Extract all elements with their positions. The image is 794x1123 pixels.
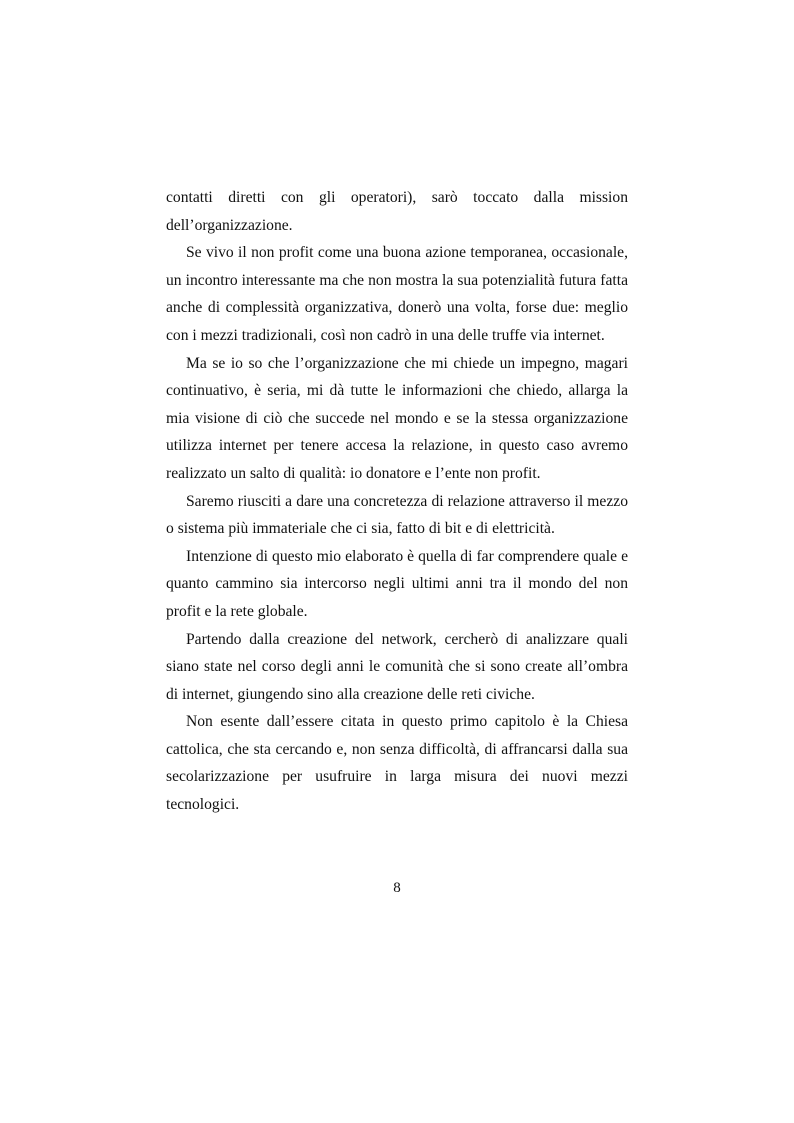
paragraph: Saremo riusciti a dare una concretezza di relazione attraverso il mezzo o sistema più immateriale che ci sia, fatto di bit e di elettricità. (166, 492, 628, 538)
paragraph: Partendo dalla creazione del network, cercherò di analizzare quali siano state nel corso degli anni le comunità che si sono create all’ombra di internet, giungendo sino alla creazione delle reti civiche. (166, 630, 628, 703)
page-number: 8 (393, 880, 401, 896)
paragraph: Intenzione di questo mio elaborato è quella di far comprendere quale e quanto cammino sia intercorso negli ultimi anni tra il mondo del non profit e la rete globale. (166, 547, 628, 620)
paragraph: Ma se io so che l’organizzazione che mi chiede un impegno, magari continuativo, è seria, mi dà tutte le informazioni che chiedo, allarga la mia visione di ciò che succede nel mondo e se la stessa organizzazione utilizza internet per tenere accesa la relazione, in questo caso avremo realizzato un salto di qualità: io donatore e l’ente non profit. (166, 354, 628, 482)
paragraph: Se vivo il non profit come una buona azione temporanea, occasionale, un incontro interessante ma che non mostra la sua potenzialità futura fatta anche di complessità organizzativa, donerò una volta, forse due: meglio con i mezzi tradizionali, così non cadrò in una delle truffe via internet. (166, 244, 628, 344)
body-text (166, 184, 628, 819)
paragraph-continuation: contatti diretti con gli operatori), sarò toccato dalla mission dell’organizzazione. (166, 189, 628, 234)
paragraph: Non esente dall’essere citata in questo primo capitolo è la Chiesa cattolica, che sta cercando e, non senza difficoltà, di affrancarsi dalla sua secolarizzazione per usufruire in larga misura dei nuovi mezzi tecnologici. (166, 713, 628, 814)
